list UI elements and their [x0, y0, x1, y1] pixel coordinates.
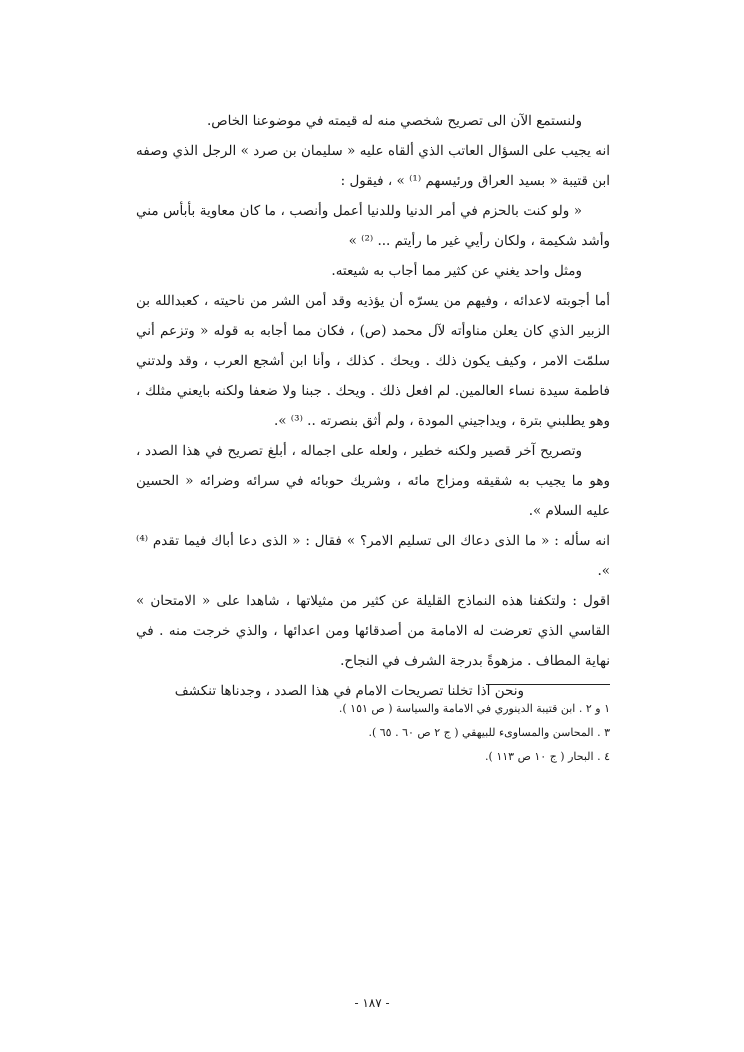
paragraph: ونحن اذا تخلنا تصريحات الامام في هذا الصدد ، وجدناها تنكشف [174, 683, 524, 699]
footnote-divider [486, 684, 610, 685]
paragraph: ولنستمع الآن الى تصريح شخصي منه له قيمته في موضوعنا الخاص. [206, 113, 582, 129]
paragraph: وتصريح آخر قصير ولكنه خطير ، ولعله على اجماله ، أبلغ تصريح في هذا الصدد ، وهو ما يجيب به شقيقه ومزاج مائه ، وشريك حوبائه في سرائه وضرائه « الحسين عليه السلام ». [136, 443, 610, 519]
footnote: ٤ . البحار ( ج ١٠ ص ١١٣ ). [485, 750, 610, 763]
paragraph: أما أجوبته لاعدائه ، وفيهم من يسرّه أن يؤذيه وقد أمن الشر من ناحيته ، كعبدالله بن الزبير الذي كان يعلن مناوأته لآل محمد (ص) ، فكان مما أجابه به قوله « وتزعم أني سلمّت الامر ، وكيف يكون ذلك . ويحك . كذلك ، وأنا ابن أشجع العرب ، وقد ولدتني فاطمة سيدة نساء العالمين. لم افعل ذلك . ويحك . جبنا ولا ضعفا ولكنه بايعني مثلك ، وهو يطلبني بترة ، ويداجيني المودة ، ولم أثق بنصرته .. ⁽³⁾ ». [136, 293, 610, 429]
quote-paragraph: « ولو كنت بالحزم في أمر الدنيا وللدنيا أعمل وأنصب ، ما كان معاوية بأبأس مني وأشد شكيمة ، ولكان رأيي غير ما رأيتم ... ⁽²⁾ » [136, 203, 610, 249]
page-number: - ١٨٧ - [354, 996, 390, 1010]
body-text [136, 106, 610, 706]
footnote: ٣ . المحاسن والمساوىء للبيهقي ( ج ٢ ص ٦٠ . ٦٥ ). [368, 726, 610, 739]
paragraph: ومثل واحد يغني عن كثير مما أجاب به شيعته. [331, 263, 582, 279]
paragraph: انه سأله : « ما الذى دعاك الى تسليم الامر؟ » فقال : « الذى دعا أباك فيما تقدم ⁽⁴⁾ ». [136, 533, 610, 579]
paragraph: انه يجيب على السؤال العاتب الذي ألقاه عليه « سليمان بن صرد » الرجل الذي وصفه ابن قتيبة « بسيد العراق ورئيسهم ⁽¹⁾ » ، فيقول : [136, 143, 610, 189]
paragraph: اقول : ولتكفنا هذه النماذج القليلة عن كثير من مثيلاتها ، شاهدا على « الامتحان » القاسي الذي تعرضت له الامامة من أصدقائها ومن اعدائها ، والذي خرجت منه . في نهاية المطاف . مزهوةً بدرجة الشرف في النجاح. [136, 593, 610, 669]
footnotes [300, 697, 610, 769]
footnote: ١ و ٢ . ابن قتيبة الدينوري في الامامة والسياسة ( ص ١٥١ ). [338, 702, 610, 715]
